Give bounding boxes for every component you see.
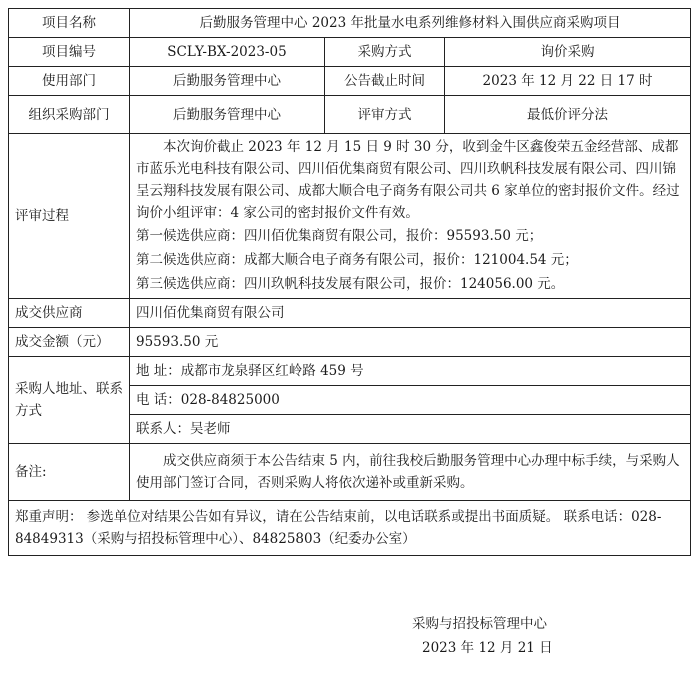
remarks-row bbox=[9, 444, 691, 501]
third-candidate: 第三候选供应商：四川玖帆科技发展有限公司，报价：124056.00 元。 bbox=[136, 276, 565, 292]
remarks-label: 备注: bbox=[9, 444, 130, 501]
contact-label: 采购人地址、联系方式 bbox=[9, 357, 130, 444]
review-label: 评审过程 bbox=[9, 134, 130, 299]
procurement-method-label: 采购方式 bbox=[325, 38, 445, 67]
project-no-label: 项目编号 bbox=[9, 38, 130, 67]
project-no-row bbox=[9, 38, 691, 67]
amount-value: 95593.50 元 bbox=[130, 328, 691, 357]
person-value: 联系人：吴老师 bbox=[130, 415, 691, 444]
amount-label: 成交金额（元） bbox=[9, 328, 130, 357]
project-name-label: 项目名称 bbox=[9, 9, 130, 38]
org-label: 组织采购部门 bbox=[9, 96, 130, 134]
supplier-value: 四川佰优集商贸有限公司 bbox=[130, 299, 691, 328]
org-value: 后勤服务管理中心 bbox=[130, 96, 325, 134]
supplier-label: 成交供应商 bbox=[9, 299, 130, 328]
address-value: 地 址：成都市龙泉驿区红岭路 459 号 bbox=[130, 357, 691, 386]
signature-block bbox=[412, 612, 592, 660]
dept-label: 使用部门 bbox=[9, 67, 130, 96]
review-row bbox=[9, 134, 691, 299]
project-name-value: 后勤服务管理中心 2023 年批量水电系列维修材料入围供应商采购项目 bbox=[130, 9, 691, 38]
amount-row bbox=[9, 328, 691, 357]
review-method-label: 评审方式 bbox=[325, 96, 445, 134]
statement-row bbox=[9, 501, 691, 556]
address-row bbox=[9, 357, 691, 386]
signature-org: 采购与招投标管理中心 bbox=[412, 616, 547, 632]
first-candidate: 第一候选供应商：四川佰优集商贸有限公司，报价：95593.50 元； bbox=[136, 228, 543, 244]
phone-value: 电 话：028-84825000 bbox=[130, 386, 691, 415]
deadline-label: 公告截止时间 bbox=[325, 67, 445, 96]
review-paragraph: 本次询价截止 2023 年 12 月 15 日 9 时 30 分，收到金牛区鑫俊荣五金经营部、成都市蓝乐光电科技有限公司、四川佰优集商贸有限公司、四川玖帆科技发展有限公司、四川锦呈云翔科技发展有限公司、成都大顺合电子商务有限公司共 6 家单位的密封报价文件。经过询价小组评审：4 家公司的密封报价文件有效。 bbox=[136, 139, 680, 221]
signature-date: 2023 年 12 月 21 日 bbox=[422, 640, 553, 656]
review-method-value: 最低价评分法 bbox=[445, 96, 691, 134]
second-candidate: 第二候选供应商：成都大顺合电子商务有限公司，报价：121004.54 元； bbox=[136, 252, 578, 268]
notice-table bbox=[8, 8, 691, 556]
procurement-method-value: 询价采购 bbox=[445, 38, 691, 67]
project-name-row bbox=[9, 9, 691, 38]
procurement-result-notice bbox=[8, 8, 690, 556]
project-no-value: SCLY-BX-2023-05 bbox=[130, 38, 325, 67]
supplier-row bbox=[9, 299, 691, 328]
deadline-value: 2023 年 12 月 22 日 17 时 bbox=[445, 67, 691, 96]
dept-row bbox=[9, 67, 691, 96]
dept-value: 后勤服务管理中心 bbox=[130, 67, 325, 96]
statement-text: 郑重声明： 参选单位对结果公告如有异议，请在公告结束前，以电话联系或提出书面质疑。 联系电话：028-84849313（采购与招投标管理中心）、84825803（纪委办公室） bbox=[15, 509, 662, 547]
remarks-value: 成交供应商须于本公告结束 5 内，前往我校后勤服务管理中心办理中标手续，与采购人使用部门签订合同，否则采购人将依次递补或重新采购。 bbox=[136, 453, 680, 491]
org-row bbox=[9, 96, 691, 134]
